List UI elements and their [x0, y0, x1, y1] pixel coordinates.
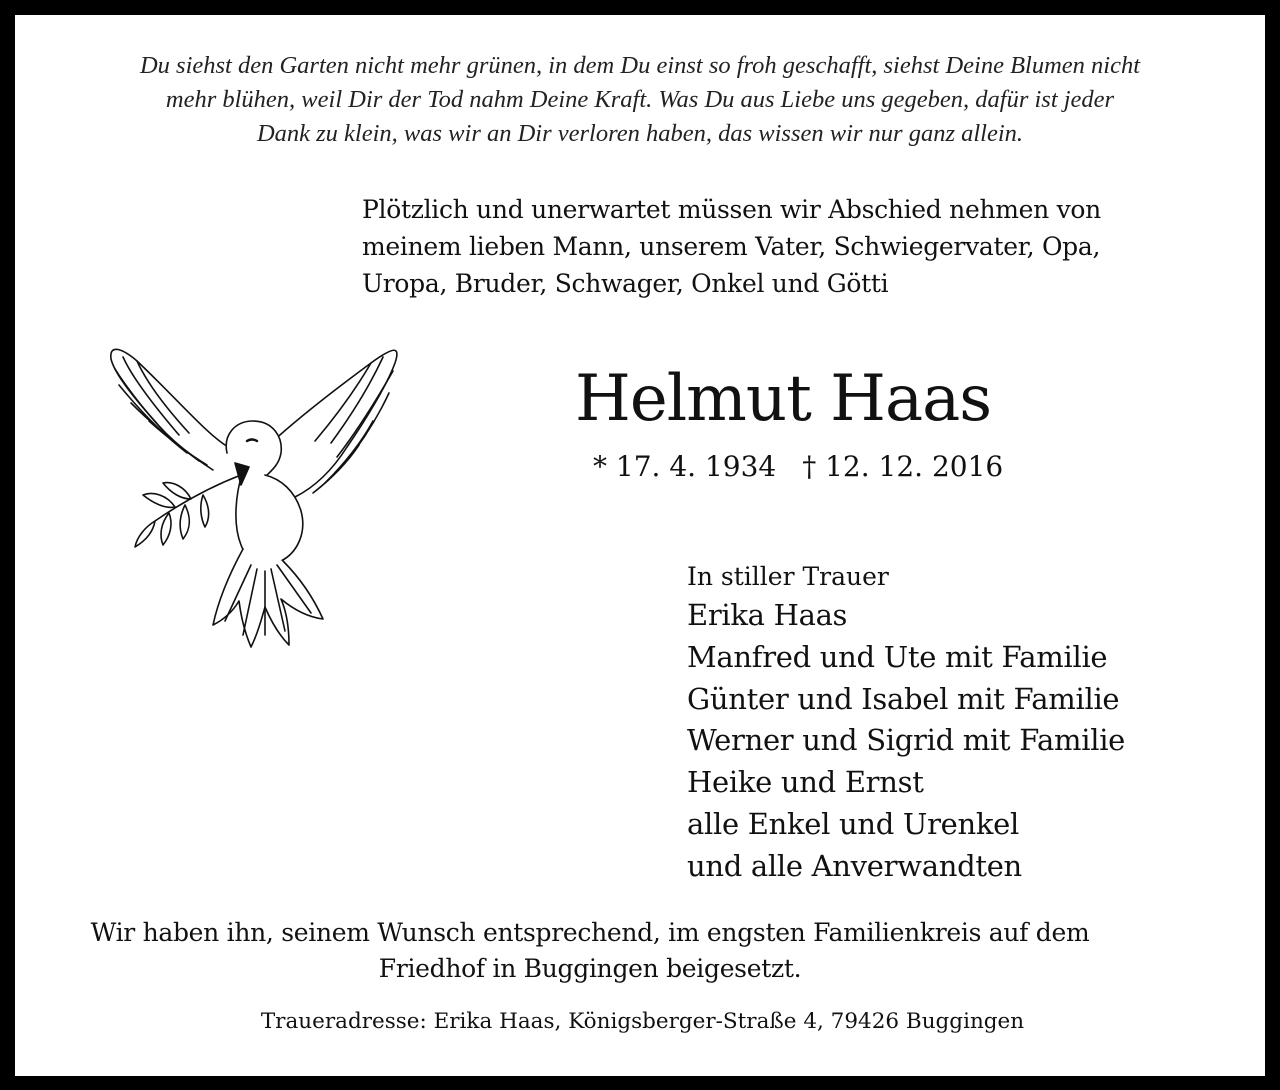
mourner-name: Manfred und Ute mit Familie [687, 639, 1108, 674]
burial-line: Wir haben ihn, seinem Wunsch entsprechend, im engsten Familienkreis auf dem [90, 918, 1090, 947]
mourning-address: Traueradresse: Erika Haas, Königsberger-Straße 4, 79426 Buggingen [260, 1009, 1025, 1034]
deceased-name: Helmut Haas [575, 362, 992, 436]
poem-line: Dank zu klein, was wir an Dir verloren haben, das wissen wir nur ganz allein. [256, 120, 1024, 147]
mourner-name: Erika Haas [687, 598, 848, 632]
poem-line: Du siehst den Garten nicht mehr grünen, in dem Du einst so froh geschafft, siehst Deine Blumen nicht [139, 52, 1141, 79]
mourning-label: In stiller Trauer [687, 562, 889, 591]
memorial-poem [15, 49, 1265, 151]
announcement-text [362, 191, 1242, 302]
mourners-list [687, 595, 1247, 888]
dove-with-olive-branch-icon [75, 335, 405, 665]
mourners-block [687, 559, 1247, 888]
mourner-name: Werner und Sigrid mit Familie [687, 723, 1126, 758]
burial-note [15, 915, 1165, 987]
obituary-notice [15, 15, 1265, 1076]
life-dates [593, 449, 1003, 485]
poem-line: mehr blühen, weil Dir der Tod nahm Deine Kraft. Was Du aus Liebe uns gegeben, dafür ist jeder [165, 86, 1115, 113]
death-date: † 12. 12. 2016 [802, 450, 1004, 483]
mourner-name: alle Enkel und Urenkel [687, 806, 1019, 841]
mourner-name: Heike und Ernst [687, 765, 924, 800]
announcement-line: meinem lieben Mann, unserem Vater, Schwiegervater, Opa, [362, 232, 1101, 261]
birth-date: * 17. 4. 1934 [593, 450, 777, 483]
mourner-name: Günter und Isabel mit Familie [687, 681, 1120, 716]
burial-line: Friedhof in Buggingen beigesetzt. [378, 954, 802, 983]
mourner-name: und alle Anverwandten [687, 848, 1022, 883]
announcement-line: Uropa, Bruder, Schwager, Onkel und Götti [362, 269, 889, 298]
announcement-line: Plötzlich und unerwartet müssen wir Abschied nehmen von [362, 195, 1101, 224]
